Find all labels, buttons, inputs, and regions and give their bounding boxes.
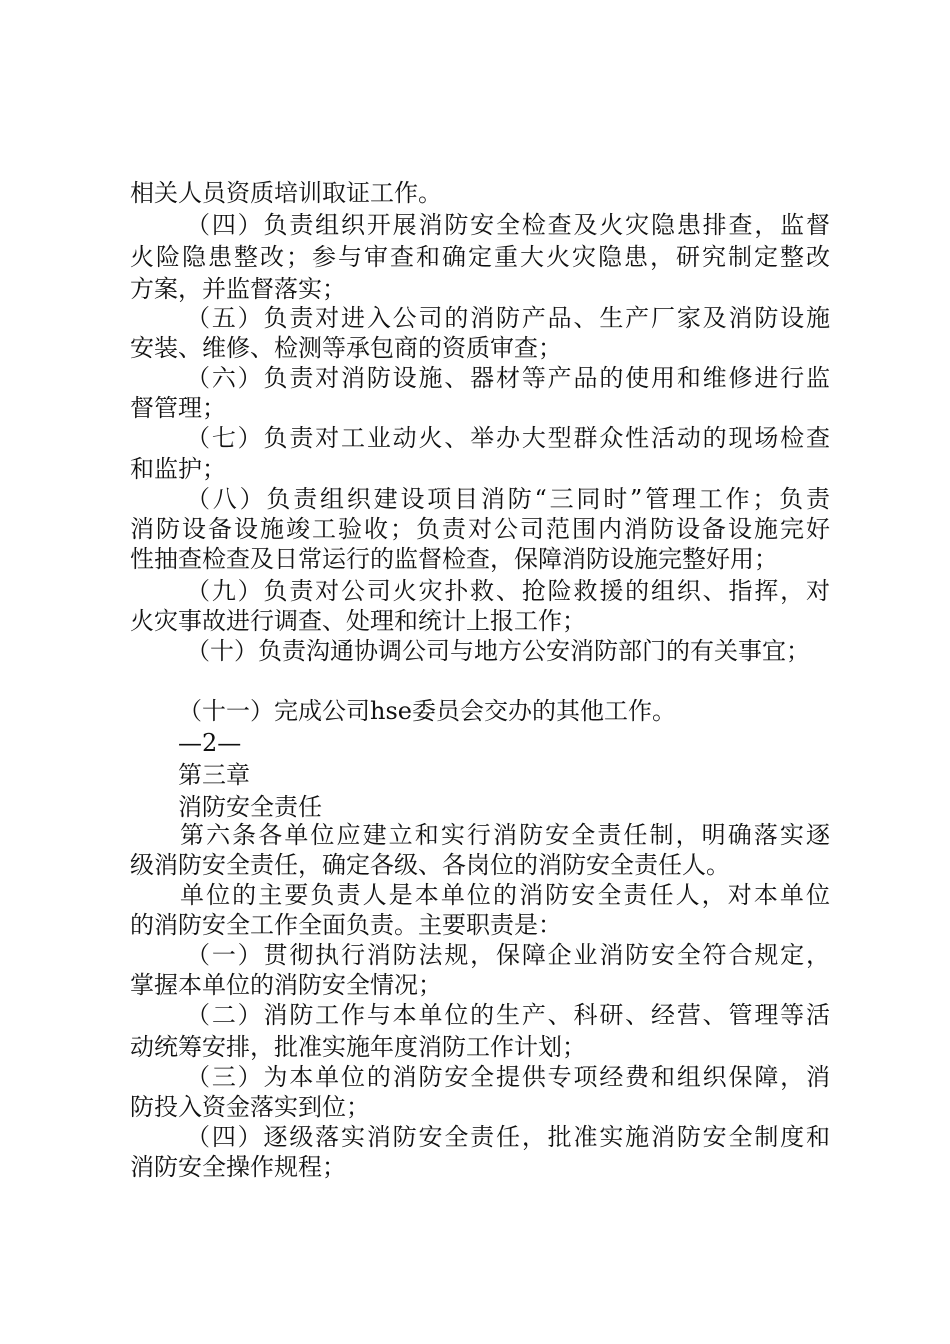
paragraph-line: （四）负责组织开展消防安全检查及火灾隐患排查，监督: [186, 211, 830, 239]
body-line: 动统筹安排，批准实施年度消防工作计划；: [130, 1033, 586, 1061]
chapter-title: 消防安全责任: [178, 793, 322, 821]
paragraph-line: 第六条各单位应建立和实行消防安全责任制，明确落实逐: [180, 821, 830, 849]
body-line: 火灾事故进行调查、处理和统计上报工作；: [130, 607, 586, 635]
paragraph-line: （七）负责对工业动火、举办大型群众性活动的现场检查: [186, 424, 830, 452]
body-line: 防投入资金落实到位；: [130, 1093, 370, 1121]
paragraph-line: （八）负责组织建设项目消防“三同时”管理工作；负责: [186, 485, 830, 513]
body-line: 的消防安全工作全面负责。主要职责是：: [130, 911, 562, 939]
body-line: 消防安全操作规程；: [130, 1153, 346, 1181]
body-line: 火险隐患整改；参与审查和确定重大火灾隐患，研究制定整改: [130, 243, 830, 271]
body-line: 安装、维修、检测等承包商的资质审查；: [130, 334, 562, 362]
paragraph-line: （十）负责沟通协调公司与地方公安消防部门的有关事宜；: [186, 637, 810, 665]
paragraph-line: （一）贯彻执行消防法规，保障企业消防安全符合规定，: [186, 941, 830, 969]
paragraph-line: （三）为本单位的消防安全提供专项经费和组织保障，消: [186, 1063, 830, 1091]
body-line: 相关人员资质培训取证工作。: [130, 179, 442, 207]
body-line: 方案，并监督落实；: [130, 275, 346, 303]
body-line: 级消防安全责任，确定各级、各岗位的消防安全责任人。: [130, 851, 730, 879]
body-line: 性抽查检查及日常运行的监督检查，保障消防设施完整好用；: [130, 545, 778, 573]
chapter-heading: 第三章: [178, 761, 250, 789]
paragraph-line: 单位的主要负责人是本单位的消防安全责任人，对本单位: [180, 881, 830, 909]
paragraph-line: （九）负责对公司火灾扑救、抢险救援的组织、指挥，对: [186, 577, 830, 605]
paragraph-line: （十一）完成公司hse委员会交办的其他工作。: [178, 697, 676, 725]
paragraph-line: （四）逐级落实消防安全责任，批准实施消防安全制度和: [186, 1123, 830, 1151]
page-number: —2—: [178, 729, 242, 757]
body-line: 督管理；: [130, 394, 226, 422]
body-line: 和监护；: [130, 455, 226, 483]
paragraph-line: （六）负责对消防设施、器材等产品的使用和维修进行监: [186, 364, 830, 392]
paragraph-line: （五）负责对进入公司的消防产品、生产厂家及消防设施: [186, 304, 830, 332]
body-line: 消防设备设施竣工验收；负责对公司范围内消防设备设施完好: [130, 515, 830, 543]
paragraph-line: （二）消防工作与本单位的生产、科研、经营、管理等活: [186, 1001, 830, 1029]
body-line: 掌握本单位的消防安全情况；: [130, 971, 442, 999]
